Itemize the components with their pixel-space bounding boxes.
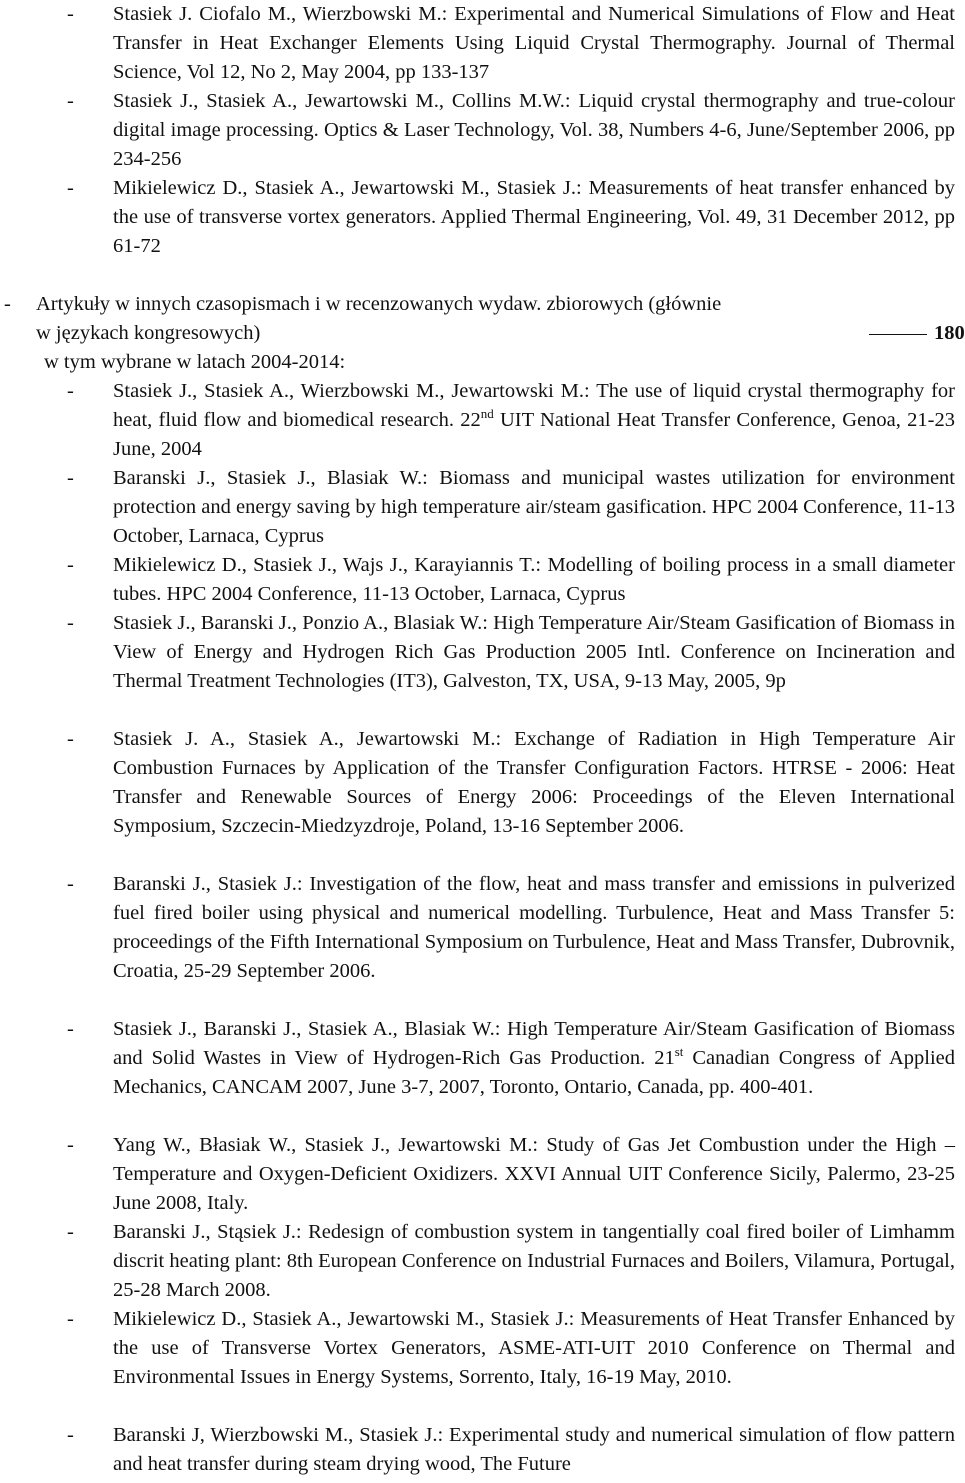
- reference-text: Stasiek J., Baranski J., Ponzio A., Blasiak W.: High Temperature Air/Steam Gasification of Biomass in View of Energy and Hydrogen Rich Gas Production 2005 Intl. Conference on Incineration and Thermal Treatment Technologies (IT3), Galveston, TX, USA, 9-13 May, 2005, 9p: [113, 612, 955, 692]
- list-dash: -: [67, 554, 74, 576]
- reference-text-part: Canadian Congress of Applied Mechanics, CANCAM 2007, June 3-7, 2007, Toronto, Ontario, Canada, pp. 400-401.: [113, 1047, 955, 1098]
- list-dash: -: [67, 1308, 74, 1330]
- reference-text: [113, 1015, 955, 1102]
- reference-entry: [67, 174, 955, 261]
- reference-text-part: Stasiek J., Baranski J., Stasiek A., Blasiak W.: High Temperature Air/Steam Gasification of Biomass and Solid Wastes in View of Hydrogen-Rich Gas Production. 21: [113, 1018, 955, 1069]
- reference-entry: [67, 609, 955, 696]
- list-dash: -: [67, 1424, 74, 1446]
- reference-text: Baranski J, Wierzbowski M., Stasiek J.: Experimental study and numerical simulation of flow pattern and heat transfer during steam drying wood, The Future: [113, 1424, 955, 1475]
- list-dash: -: [67, 612, 74, 634]
- reference-entry: [67, 464, 955, 551]
- reference-text: Baranski J., Stąsiek J.: Redesign of combustion system in tangentially coal fired boiler of Limhamm discrit heating plant: 8th European Conference on Industrial Furnaces and Boilers, Vilamura, Portugal, 25-28 March 2008.: [113, 1221, 955, 1301]
- reference-entry: [67, 1218, 955, 1305]
- reference-entry: [67, 377, 955, 464]
- list-dash: -: [67, 873, 74, 895]
- section-heading: [0, 290, 965, 377]
- reference-entry: [67, 725, 955, 841]
- count-dash-rule: [869, 334, 927, 335]
- reference-text-part: UIT National Heat Transfer Conference, Genoa, 21-23 June, 2004: [113, 409, 955, 460]
- list-dash: -: [67, 1134, 74, 1156]
- section-subtitle: w tym wybrane w latach 2004-2014:: [44, 351, 346, 373]
- publication-count: 180: [934, 322, 965, 344]
- reference-text: Mikielewicz D., Stasiek A., Jewartowski M., Stasiek J.: Measurements of heat transfer enhanced by the use of transverse vortex generators. Applied Thermal Engineering, Vol. 49, 31 December 2012, pp 61-72: [113, 177, 955, 257]
- section-title-line-1: Artykuły w innych czasopismach i w recenzowanych wydaw. zbiorowych (głównie: [36, 293, 722, 315]
- reference-entry: [67, 0, 955, 87]
- ordinal-suffix: st: [674, 1044, 684, 1060]
- reference-text: Stasiek J. A., Stasiek A., Jewartowski M.: Exchange of Radiation in High Temperature Air Combustion Furnaces by Application of the Transfer Configuration Factors. HTRSE - 2006: Heat Transfer and Renewable Sources of Energy 2006: Proceedings of the Eleven International Symposium, Szczecin-Miedzyzdroje, Poland, 13-16 September 2006.: [113, 728, 955, 837]
- list-dash: -: [67, 467, 74, 489]
- list-dash: -: [4, 293, 11, 315]
- reference-entry: [67, 870, 955, 986]
- reference-text: [113, 377, 955, 464]
- reference-text-part: Stasiek J., Stasiek A., Wierzbowski M., Jewartowski M.: The use of liquid crystal thermography for heat, fluid flow and biomedical research. 22: [113, 380, 955, 431]
- list-dash: -: [67, 380, 74, 402]
- reference-entry: [67, 87, 955, 174]
- reference-entry: [67, 1305, 955, 1392]
- reference-text: Baranski J., Stasiek J., Blasiak W.: Biomass and municipal wastes utilization for environment protection and energy saving by high temperature air/steam gasification. HPC 2004 Conference, 11-13 October, Larnaca, Cyprus: [113, 467, 955, 547]
- reference-text: Mikielewicz D., Stasiek J., Wajs J., Karayiannis T.: Modelling of boiling process in a small diameter tubes. HPC 2004 Conference, 11-13 October, Larnaca, Cyprus: [113, 554, 955, 605]
- list-dash: -: [67, 728, 74, 750]
- reference-text: Stasiek J., Stasiek A., Jewartowski M., Collins M.W.: Liquid crystal thermography and true-colour digital image processing. Optics & Laser Technology, Vol. 38, Numbers 4-6, June/September 2006, pp 234-256: [113, 90, 955, 170]
- reference-entry: [67, 1421, 955, 1479]
- list-dash: -: [67, 1018, 74, 1040]
- list-dash: -: [67, 177, 74, 199]
- list-dash: -: [67, 1221, 74, 1243]
- reference-entry: [67, 1131, 955, 1218]
- list-dash: -: [67, 90, 74, 112]
- reference-text: Yang W., Błasiak W., Stasiek J., Jewartowski M.: Study of Gas Jet Combustion under the High – Temperature and Oxygen-Deficient Oxidizers. XXVI Annual UIT Conference Sicily, Palermo, 23-25 June 2008, Italy.: [113, 1134, 955, 1214]
- reference-entry: [67, 551, 955, 609]
- list-dash: -: [67, 3, 74, 25]
- section-title-line-2: [36, 319, 965, 348]
- ordinal-suffix: nd: [480, 406, 494, 422]
- reference-text: Stasiek J. Ciofalo M., Wierzbowski M.: Experimental and Numerical Simulations of Flow and Heat Transfer in Heat Exchanger Elements Using Liquid Crystal Thermography. Journal of Thermal Science, Vol 12, No 2, May 2004, pp 133-137: [113, 3, 955, 83]
- section-title-text: w językach kongresowych): [36, 322, 261, 344]
- reference-entry: [67, 1015, 955, 1102]
- reference-text: Baranski J., Stasiek J.: Investigation of the flow, heat and mass transfer and emissions in pulverized fuel fired boiler using physical and numerical modelling. Turbulence, Heat and Mass Transfer 5: proceedings of the Fifth International Symposium on Turbulence, Heat and Mass Transfer, Dubrovnik, Croatia, 25-29 September 2006.: [113, 873, 955, 982]
- reference-text: Mikielewicz D., Stasiek A., Jewartowski M., Stasiek J.: Measurements of Heat Transfer Enhanced by the use of Transverse Vortex Generators, ASME-ATI-UIT 2010 Conference on Thermal and Environmental Issues in Energy Systems, Sorrento, Italy, 16-19 May, 2010.: [113, 1308, 955, 1388]
